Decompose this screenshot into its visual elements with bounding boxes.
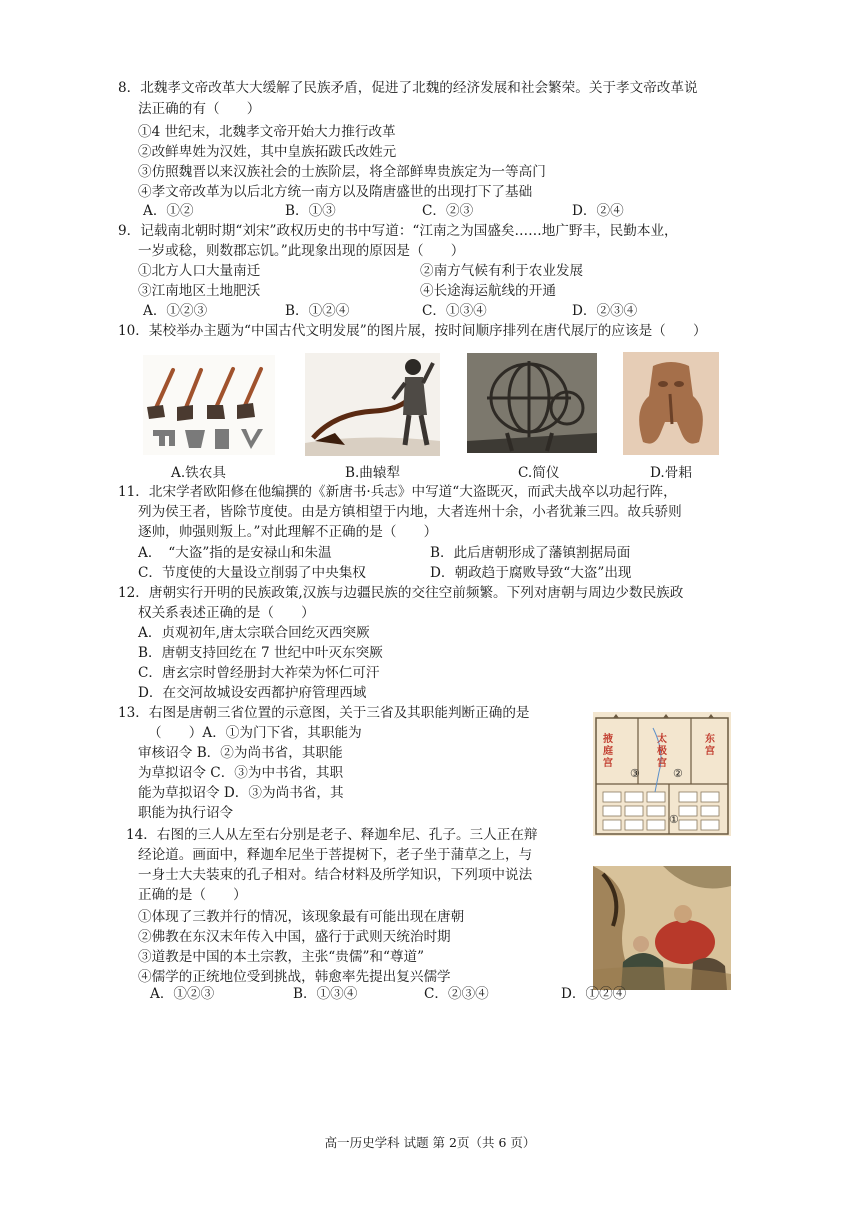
q13-line-6: 职能为执行诏令 bbox=[138, 805, 234, 821]
map-marker-1: ① bbox=[669, 813, 679, 826]
q14-option-a: A．①②③ bbox=[150, 986, 215, 1002]
three-teachings-painting bbox=[593, 866, 731, 990]
q12-option-b: B．唐朝支持回纥在 7 世纪中叶灭东突厥 bbox=[138, 645, 383, 661]
q14-line-3: 一身士大夫装束的孔子相对。结合材料及所学知识，下列项中说法 bbox=[138, 867, 533, 883]
caption-c: C.简仪 bbox=[518, 465, 560, 481]
q13-line-3: 审核诏令 B．②为尚书省，其职能 bbox=[138, 745, 343, 761]
q9-option-d: D．②③④ bbox=[572, 303, 638, 319]
q13-line-4: 为草拟诏令 C．③为中书省，其职 bbox=[138, 765, 344, 781]
map-label-left: 掖庭宫 bbox=[603, 734, 613, 769]
iron-tools-image bbox=[143, 355, 275, 455]
q9-option-c: C．①③④ bbox=[422, 303, 487, 319]
q13-line-2: （ ）A．①为门下省，其职能为 bbox=[148, 725, 362, 741]
q11-option-b: B．此后唐朝形成了藩镇割据局面 bbox=[430, 545, 631, 561]
q8-option-b: B．①③ bbox=[285, 203, 336, 219]
q14-option-c: C．②③④ bbox=[424, 986, 489, 1002]
q8-option-a: A．①② bbox=[143, 203, 194, 219]
q11-option-a: A． “大盗”指的是安禄山和朱温 bbox=[138, 545, 332, 561]
q11-option-c: C．节度使的大量设立削弱了中央集权 bbox=[138, 565, 366, 581]
q11-option-d: D．朝政趋于腐败导致“大盗”出现 bbox=[430, 565, 632, 581]
curved-plow-image bbox=[305, 353, 440, 456]
q9-option-a: A．①②③ bbox=[143, 303, 208, 319]
map-label-right: 东宫 bbox=[705, 734, 715, 757]
q9-option-b: B．①②④ bbox=[285, 303, 350, 319]
q9-statement-1: ①北方人口大量南迁 bbox=[138, 263, 261, 279]
q12-option-d: D．在交河故城设安西都护府管理西域 bbox=[138, 685, 367, 701]
q14-statement-2: ②佛教在东汉末年传入中国，盛行于武则天统治时期 bbox=[138, 929, 451, 945]
q9-statement-4: ④长途海运航线的开通 bbox=[420, 283, 556, 299]
q13-line-1: 13．右图是唐朝三省位置的示意图，关于三省及其职能判断正确的是 bbox=[118, 705, 530, 721]
palace-map-image bbox=[593, 712, 731, 836]
q8-statement-4: ④孝文帝改革为以后北方统一南方以及隋唐盛世的出现打下了基础 bbox=[138, 184, 533, 200]
q14-line-1: 14．右图的三人从左至右分别是老子、释迦牟尼、孔子。三人正在辩 bbox=[126, 827, 538, 843]
q8-option-d: D．②④ bbox=[572, 203, 624, 219]
q9-statement-2: ②南方气候有利于农业发展 bbox=[420, 263, 584, 279]
page-footer: 高一历史学科 试题 第 2页（共 6 页） bbox=[324, 1135, 536, 1150]
q14-line-2: 经论道。画面中，释迦牟尼坐于菩提树下，老子坐于蒲草之上，与 bbox=[138, 847, 533, 863]
caption-a: A.铁农具 bbox=[171, 465, 226, 481]
q8-statement-2: ②改鲜卑姓为汉姓，其中皇族拓跋氏改姓元 bbox=[138, 144, 397, 160]
armillary-image bbox=[467, 353, 597, 453]
q12-option-a: A．贞观初年,唐太宗联合回纥灭西突厥 bbox=[138, 625, 370, 641]
q13-line-5: 能为草拟诏令 D．③为尚书省，其 bbox=[138, 785, 344, 801]
q11-stem-1: 11．北宋学者欧阳修在他编撰的《新唐书·兵志》中写道“大盗既灭，而武夫战卒以功起行阵， bbox=[118, 484, 677, 500]
q10-stem: 10．某校举办主题为“中国古代文明发展”的图片展，按时间顺序排列在唐代展厅的应该是（ ） bbox=[118, 323, 707, 339]
q9-stem-1: 9．记载南北朝时期“刘宋”政权历史的书中写道：“江南之为国盛矣……地广野丰，民勤本业， bbox=[118, 223, 678, 239]
q8-stem-2: 法正确的有（ ） bbox=[138, 101, 261, 117]
q14-option-d: D．①②④ bbox=[561, 986, 627, 1002]
q9-stem-2: 一岁或稔，则数郡忘饥。”此现象出现的原因是（ ） bbox=[138, 243, 465, 259]
q14-option-b: B．①③④ bbox=[293, 986, 358, 1002]
q8-statement-3: ③仿照魏晋以来汉族社会的士族阶层，将全部鲜卑贵族定为一等高门 bbox=[138, 164, 546, 180]
q8-option-c: C．②③ bbox=[422, 203, 474, 219]
map-marker-3: ③ bbox=[630, 767, 640, 780]
bone-spade-image bbox=[623, 352, 719, 455]
q14-line-4: 正确的是（ ） bbox=[138, 887, 247, 903]
q12-option-c: C．唐玄宗时曾经册封大祚荣为怀仁可汗 bbox=[138, 665, 380, 681]
caption-d: D.骨耜 bbox=[650, 465, 692, 481]
q8-stem-1: 8．北魏孝文帝改革大大缓解了民族矛盾，促进了北魏的经济发展和社会繁荣。关于孝文帝改革说 bbox=[118, 80, 698, 96]
caption-b: B.曲辕犁 bbox=[345, 465, 401, 481]
q11-stem-3: 逐帅，帅强则叛上。”对此理解不正确的是（ ） bbox=[138, 524, 438, 540]
q14-statement-3: ③道教是中国的本土宗教，主张“贵儒”和“尊道” bbox=[138, 949, 425, 965]
q12-stem-2: 权关系表述正确的是（ ） bbox=[138, 605, 315, 621]
q9-statement-3: ③江南地区土地肥沃 bbox=[138, 283, 261, 299]
q8-statement-1: ①4 世纪末，北魏孝文帝开始大力推行改革 bbox=[138, 124, 396, 140]
q12-stem-1: 12．唐朝实行开明的民族政策,汉族与边疆民族的交往空前频繁。下列对唐朝与周边少数民族政 bbox=[118, 585, 684, 601]
map-marker-2: ② bbox=[673, 767, 683, 780]
q11-stem-2: 列为侯王者，皆除节度使。由是方镇相望于内地，大者连州十余，小者犹兼三四。故兵骄则 bbox=[138, 504, 682, 520]
map-label-middle: 太极宫 bbox=[657, 734, 667, 769]
q14-statement-4: ④儒学的正统地位受到挑战，韩愈率先提出复兴儒学 bbox=[138, 969, 451, 985]
q14-statement-1: ①体现了三教并行的情况，该现象最有可能出现在唐朝 bbox=[138, 909, 465, 925]
